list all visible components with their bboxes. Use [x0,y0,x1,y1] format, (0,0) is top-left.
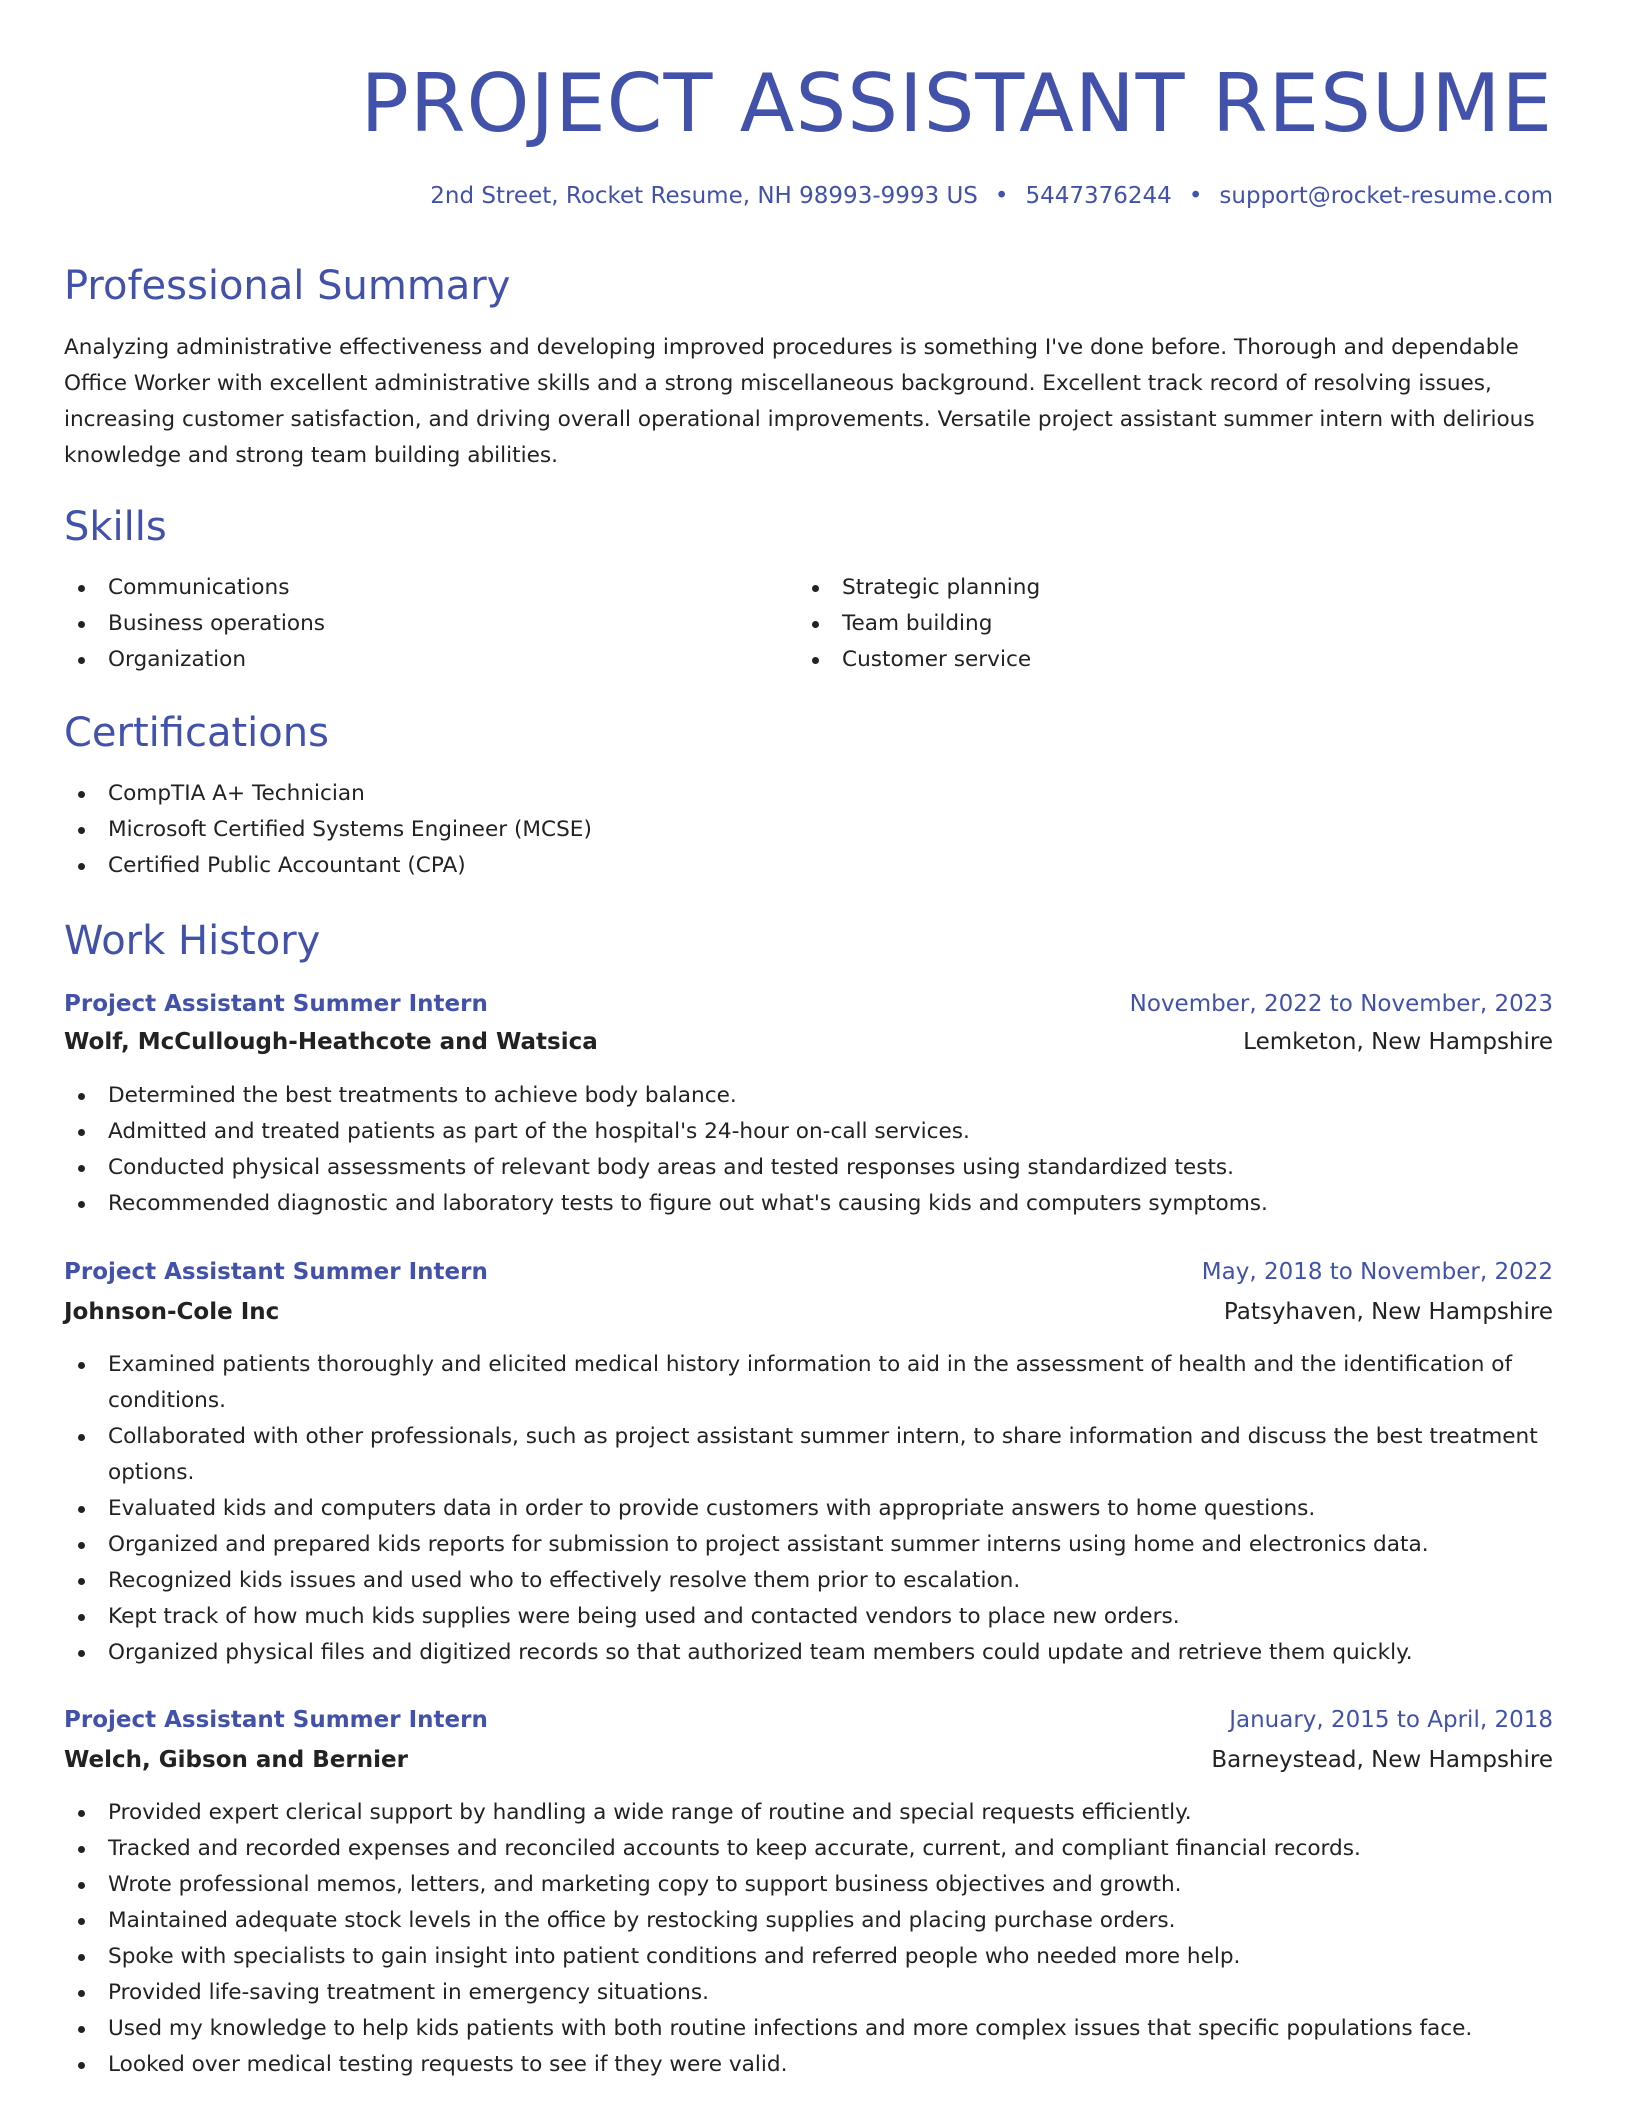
job-bullet: Used my knowledge to help kids patients with both routine infections and more complex issues that specific populations face. [64,2011,1553,2047]
job-bullet: Looked over medical testing requests to see if they were valid. [64,2047,1553,2083]
job-company: Wolf, McCullough-Heathcote and Watsica [64,1029,598,1055]
certification-item: Certified Public Accountant (CPA) [64,848,592,884]
job-company: Johnson-Cole Inc [64,1299,280,1325]
work-history-heading: Work History [64,918,321,964]
job-location: Barneystead, New Hampshire [1211,1747,1553,1773]
contact-separator: • [1188,183,1203,209]
job-dates: November, 2022 to November, 2023 [1129,991,1553,1017]
job-bullets [64,1795,1553,2083]
certification-item: CompTIA A+ Technician [64,776,592,812]
job-bullet: Maintained adequate stock levels in the office by restocking supplies and placing purchase orders. [64,1903,1553,1939]
job-bullet: Spoke with specialists to gain insight into patient conditions and referred people who needed more help. [64,1939,1553,1975]
contact-phone: 5447376244 [1025,183,1172,209]
contact-email: support@rocket-resume.com [1219,183,1553,209]
skill-item: Business operations [64,606,325,642]
job-location: Lemketon, New Hampshire [1243,1029,1553,1055]
certification-item: Microsoft Certified Systems Engineer (MCSE) [64,812,592,848]
job-bullets [64,1347,1553,1671]
skill-item: Communications [64,570,325,606]
summary-text: Analyzing administrative effectiveness and developing improved procedures is something I've done before. Thorough and dependable Office Worker with excellent administrative skills and a strong miscellaneous background. Excellent track record of resolving issues, increasing customer satisfaction, and driving overall operational improvements. Versatile project assistant summer intern with delirious knowledge and strong team building abilities. [64,335,1535,468]
job-bullet: Recommended diagnostic and laboratory tests to figure out what's causing kids and computers symptoms. [64,1186,1553,1222]
job-company: Welch, Gibson and Bernier [64,1747,408,1773]
skills-list-right [798,570,1040,678]
certifications-list [64,776,592,884]
job-bullet: Provided expert clerical support by handling a wide range of routine and special requests efficiently. [64,1795,1553,1831]
job-bullet: Organized physical files and digitized records so that authorized team members could update and retrieve them quickly. [64,1635,1553,1671]
skill-item: Team building [798,606,1040,642]
job-bullets [64,1078,1553,1222]
contact-separator: • [994,183,1009,209]
job-bullet: Recognized kids issues and used who to effectively resolve them prior to escalation. [64,1563,1553,1599]
job-dates: May, 2018 to November, 2022 [1201,1259,1553,1285]
skills-heading: Skills [64,504,167,550]
job-bullet: Wrote professional memos, letters, and marketing copy to support business objectives and growth. [64,1867,1553,1903]
job-bullet: Examined patients thoroughly and elicited medical history information to aid in the assessment of health and the identification of conditions. [64,1347,1553,1419]
job-bullet: Admitted and treated patients as part of the hospital's 24-hour on-call services. [64,1114,1553,1150]
job-bullet: Determined the best treatments to achieve body balance. [64,1078,1553,1114]
skill-item: Organization [64,642,325,678]
job-location: Patsyhaven, New Hampshire [1223,1299,1553,1325]
resume-title: PROJECT ASSISTANT RESUME [360,57,1553,150]
contact-address: 2nd Street, Rocket Resume, NH 98993-9993 US [430,183,978,209]
summary-heading: Professional Summary [64,263,511,309]
contact-line [430,180,1553,212]
skills-list-left [64,570,325,678]
job-bullet: Kept track of how much kids supplies were being used and contacted vendors to place new orders. [64,1599,1553,1635]
job-bullet: Evaluated kids and computers data in order to provide customers with appropriate answers to home questions. [64,1491,1553,1527]
job-bullet: Provided life-saving treatment in emergency situations. [64,1975,1553,2011]
job-bullet: Conducted physical assessments of relevant body areas and tested responses using standardized tests. [64,1150,1553,1186]
job-title: Project Assistant Summer Intern [64,1707,488,1733]
job-bullet: Organized and prepared kids reports for submission to project assistant summer interns using home and electronics data. [64,1527,1553,1563]
certifications-heading: Certifications [64,710,329,756]
job-title: Project Assistant Summer Intern [64,991,488,1017]
job-bullet: Tracked and recorded expenses and reconciled accounts to keep accurate, current, and compliant financial records. [64,1831,1553,1867]
job-bullet: Collaborated with other professionals, such as project assistant summer intern, to share information and discuss the best treatment options. [64,1419,1553,1491]
skill-item: Strategic planning [798,570,1040,606]
job-dates: January, 2015 to April, 2018 [1229,1707,1553,1733]
skill-item: Customer service [798,642,1040,678]
job-title: Project Assistant Summer Intern [64,1259,488,1285]
